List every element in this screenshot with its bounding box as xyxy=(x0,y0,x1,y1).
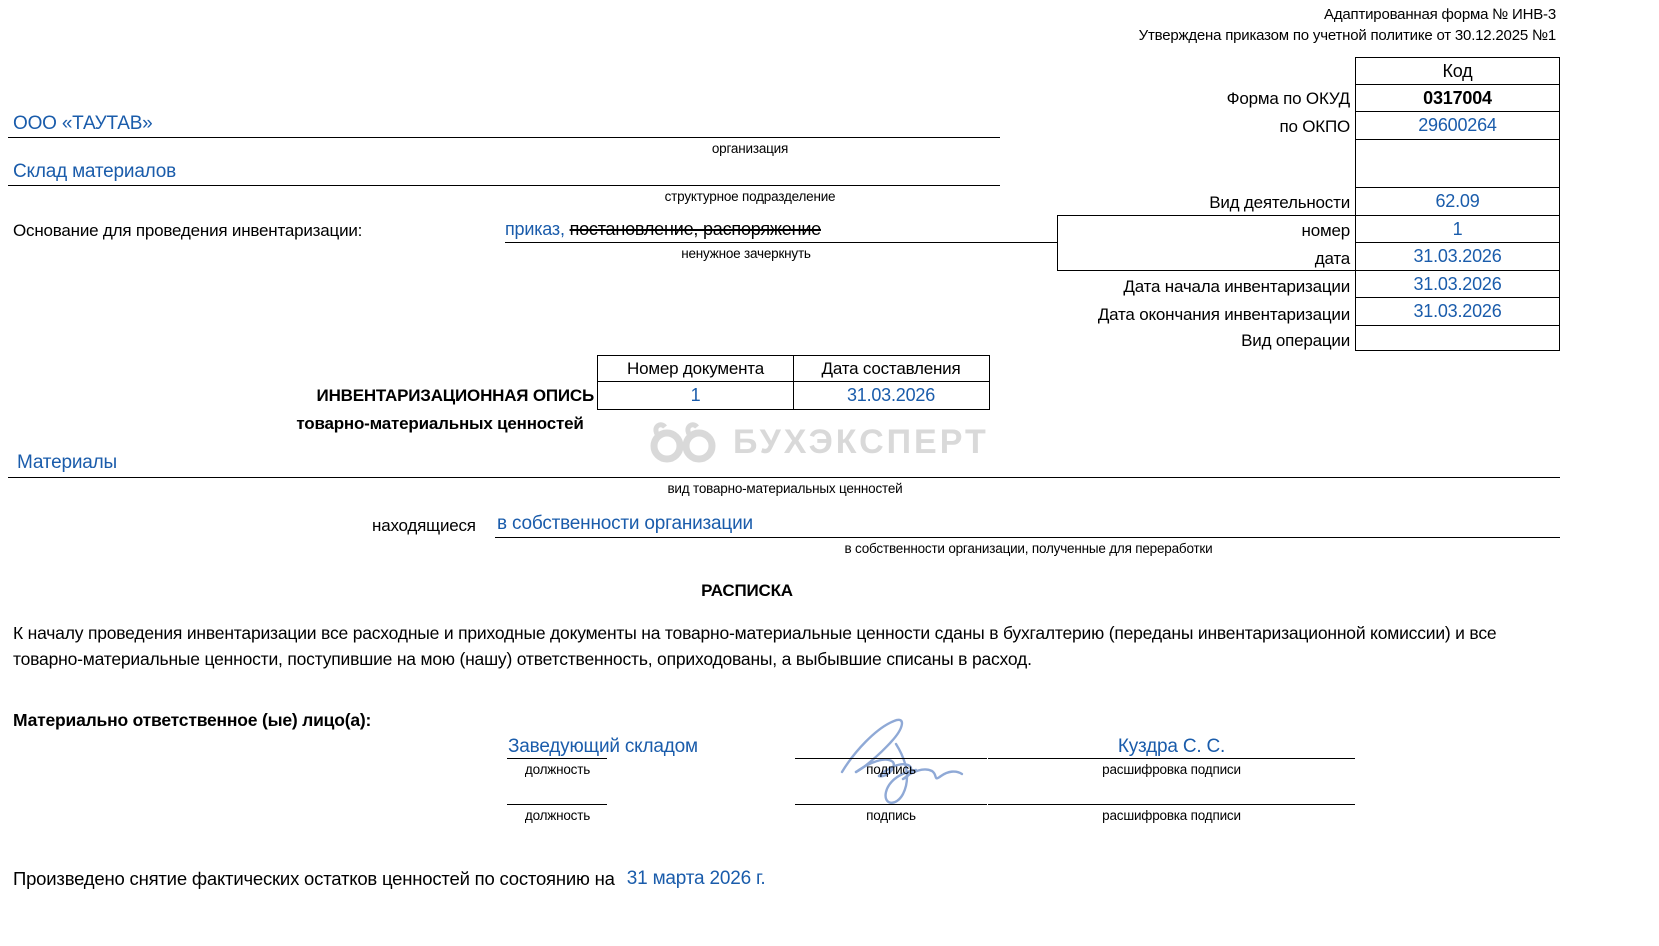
organization-value: ООО «ТАУТАВ» xyxy=(13,113,153,134)
transcript-line-2 xyxy=(988,804,1355,805)
transcript-line-1 xyxy=(988,758,1355,759)
doc-number-value: 1 xyxy=(597,381,794,410)
receipt-text: К началу проведения инвентаризации все расходные и приходные документы на товарно-материальные ценности сданы в бухгалтерию (переданы инвентаризационной комиссии) и все товарно-материальные ценности, поступившие на мою (нашу) ответственность, оприходованы, а выбывшие списаны в расход. xyxy=(13,623,1497,669)
footer-line xyxy=(13,868,766,890)
signature-scribble xyxy=(836,714,968,808)
watermark-text: БУХЭКСПЕРТ xyxy=(733,422,989,461)
okpo-code-cell: 29600264 xyxy=(1355,111,1560,140)
signature-line-1 xyxy=(795,758,987,759)
doc-number-column xyxy=(597,355,794,410)
end-date-cell: 31.03.2026 xyxy=(1355,297,1560,326)
date-cell: 31.03.2026 xyxy=(1355,242,1560,271)
located-value: в собственности организации xyxy=(497,513,753,534)
doc-number-table xyxy=(597,355,990,410)
transcript-value: Куздра С. С. xyxy=(1117,736,1226,757)
division-line xyxy=(8,171,1000,186)
footer-date: 31 марта 2026 г. xyxy=(626,868,766,889)
owl-logo-icon xyxy=(645,420,723,464)
start-date-label: Дата начала инвентаризации xyxy=(1123,277,1350,296)
tmc-kind-value: Материалы xyxy=(17,452,117,473)
position-caption-1: должность xyxy=(524,762,591,777)
position-line-1 xyxy=(507,758,607,759)
located-caption: в собственности организации, полученные для переработки xyxy=(844,541,1213,556)
date-label: дата xyxy=(1314,249,1350,268)
number-label: номер xyxy=(1301,221,1350,240)
doc-date-value: 31.03.2026 xyxy=(793,381,990,410)
doc-subtitle: товарно-материальных ценностей xyxy=(296,414,584,433)
basis-label: Основание для проведения инвентаризации: xyxy=(13,221,363,240)
organization-line xyxy=(8,123,1000,138)
doc-title: ИНВЕНТАРИЗАЦИОННАЯ ОПИСЬ xyxy=(316,386,594,405)
tmc-kind-line xyxy=(8,463,1560,478)
operation-label: Вид операции xyxy=(1241,331,1350,350)
watermark xyxy=(645,420,989,464)
code-table-header: Код xyxy=(1355,57,1560,85)
basis-value-active: приказ, xyxy=(505,219,565,239)
operation-type-cell xyxy=(1355,325,1560,351)
okud-label: Форма по ОКУД xyxy=(1226,89,1350,108)
receipt-title: РАСПИСКА xyxy=(701,581,793,600)
transcript-caption-2: расшифровка подписи xyxy=(1102,808,1241,823)
doc-number-header: Номер документа xyxy=(597,355,794,382)
organization-caption: организация xyxy=(711,141,789,156)
end-date-label: Дата окончания инвентаризации xyxy=(1097,305,1350,324)
okpo-label: по ОКПО xyxy=(1279,117,1350,136)
located-line xyxy=(495,523,1560,538)
responsible-label: Материально ответственное (ые) лицо(а): xyxy=(13,710,372,730)
form-adapted-note: Адаптированная форма № ИНВ-3 xyxy=(1324,6,1556,23)
located-label: находящиеся xyxy=(372,516,476,535)
tmc-kind-caption: вид товарно-материальных ценностей xyxy=(667,481,903,496)
basis-caption: ненужное зачеркнуть xyxy=(681,246,811,261)
position-line-2 xyxy=(507,804,607,805)
form-approval-note: Утверждена приказом по учетной политике от 30.12.2025 №1 xyxy=(1138,27,1556,44)
signature-caption-1: подпись xyxy=(866,762,916,777)
number-cell: 1 xyxy=(1355,215,1560,244)
okud-code-cell: 0317004 xyxy=(1355,84,1560,113)
division-caption: структурное подразделение xyxy=(664,189,836,204)
signature-line-2 xyxy=(795,804,987,805)
activity-code-cell: 62.09 xyxy=(1355,187,1560,216)
doc-date-header: Дата составления xyxy=(793,355,990,382)
activity-label: Вид деятельности xyxy=(1209,193,1350,212)
position-caption-2: должность xyxy=(524,808,591,823)
signature-caption-2: подпись xyxy=(866,808,916,823)
doc-date-column xyxy=(793,355,990,410)
start-date-cell: 31.03.2026 xyxy=(1355,270,1560,299)
basis-line xyxy=(505,228,1057,243)
footer-text: Произведено снятие фактических остатков ценностей по состоянию на xyxy=(13,868,615,889)
basis-value-struck: постановление, распоряжение xyxy=(569,219,821,239)
number-date-box xyxy=(1057,215,1357,272)
division-value: Склад материалов xyxy=(13,161,177,182)
transcript-caption-1: расшифровка подписи xyxy=(1102,762,1241,777)
position-value: Заведующий складом xyxy=(508,736,698,757)
